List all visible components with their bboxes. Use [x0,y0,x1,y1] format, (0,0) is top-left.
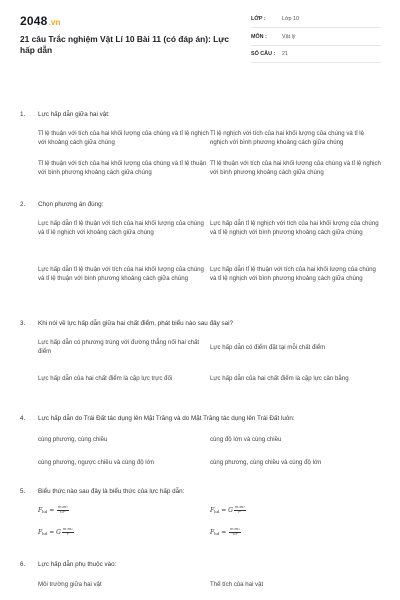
fraction: $\frac{\text{m₁m₂}}{r}$ [62,527,73,536]
answer-option[interactable]: Lực hấp dẫn tỉ lệ thuận với tích của hai khối lượng của chúng và tỉ lệ nghịch với khoảng cách giữa chúng [38,220,204,237]
meta-row-subject [251,32,381,46]
meta-row-grade [251,14,381,28]
question-text: Lực hấp dẫn phụ thuộc vào: [38,561,117,568]
meta-value: 21 [282,51,288,57]
answer-option[interactable]: cùng độ lớn và cùng chiều [210,436,282,443]
question-text: Lực hấp dẫn do Trái Đất tác dụng lên Mặt Trăng và do Mặt Trăng tác dụng lên Trái Đất luôn: [38,415,295,422]
answer-option[interactable]: cùng phương, cùng chiều [38,436,108,443]
site-logo[interactable] [20,14,61,28]
answer-option[interactable]: Lực hấp dẫn tỉ lệ thuận với tích của hai khối lượng của chúng và tỉ lệ nghịch với bình phương khoảng cách giữa chúng [210,266,376,283]
formula-option-3[interactable]: $F_{hd} = G$ $\frac{\text{m₁m₂}}{r}$ [38,527,73,536]
answer-option[interactable]: Tỉ lệ thuận với tích của hai khối lượng của chúng và tỉ lệ nghịch với khoảng cách giữa chúng [38,130,209,147]
answer-option[interactable]: Tỉ lệ thuận với tích của hai khối lượng của chúng và tỉ lệ nghịch với bình phương khoảng cách giữa chúng [210,160,381,177]
meta-value: Lớp 10 [282,16,300,22]
formula-option-4[interactable]: $F_{hd}$ = $\frac{\text{m₁m₂}}{Gr}$ [210,527,240,536]
page-header [0,0,400,70]
formula-option-2[interactable]: $F_{hd} = G$ $\frac{\text{m₁m₂}}{\text{r²}}$ [210,505,245,514]
meta-label: MÔN : [251,33,267,40]
answer-option[interactable]: cùng phương, cùng chiều và cùng độ lớn [210,459,322,466]
question-number: 2. [20,201,26,208]
meta-panel [251,14,381,67]
answer-option[interactable]: Lực hấp dẫn có điểm đặt tại mỗi chất điểm [210,344,326,351]
question-text: Biểu thức nào sau đây là biểu thức của lực hấp dẫn: [38,488,185,495]
fraction: $\frac{\text{m₁m₂}}{\text{r²}}$ [234,505,245,514]
question-number: 1. [20,111,26,118]
answer-option[interactable]: Tỉ lệ nghịch với tích của hai khối lượng của chúng và tỉ lệ nghịch với bình phương khoảng cách giữa chúng [210,130,365,147]
meta-row-count [251,49,381,63]
answer-option[interactable]: Tỉ lệ thuận với tích của hai khối lượng của chúng và tỉ lệ thuận với bình phương khoảng cách giữa chúng [38,160,207,177]
meta-value: Vật lý [282,33,296,40]
fraction: $\frac{\text{m₁m₂}}{\text{Gr²}}$ [58,505,68,514]
answer-option[interactable]: Lực hấp dẫn có phương trùng với đường thẳng nối hai chất điểm [38,339,200,356]
question-number: 4. [20,415,26,422]
question-text: Chọn phương án đúng: [38,201,104,208]
question-number: 3. [20,320,26,327]
question-number: 6. [20,561,26,568]
logo-main: 2048 [20,14,48,28]
answer-option[interactable]: Lực hấp dẫn tỉ lệ thuận với tích của hai khối lượng của chúng và tỉ lệ thuận với bình phương khoảng cách giữa chúng [38,266,204,283]
meta-label: SỐ CÂU : [251,51,276,57]
answer-option[interactable]: Thể tích của hai vật [210,581,264,588]
answer-option[interactable]: Lực hấp dẫn của hai chất điểm là cặp lực cân bằng [210,375,349,382]
question-text: Khi nói về lực hấp dẫn giữa hai chất điểm, phát biểu nào sau đây sai? [38,320,234,327]
answer-option[interactable]: Lực hấp dẫn của hai chất điểm là cặp lực trực đối [38,375,173,382]
answer-option[interactable]: Lực hấp dẫn tỉ lệ nghịch với tích của hai khối lượng của chúng và tỉ lệ nghịch với bình phương khoảng cách giữa chúng [210,220,379,237]
question-text: Lực hấp dẫn giữa hai vật: [38,111,110,118]
answer-option[interactable]: Môi trường giữa hai vật [38,581,102,588]
formula-option-1[interactable]: $F_{hd}$ = $\frac{\text{m₁m₂}}{\text{Gr²}}$ [38,505,68,514]
meta-label: LỚP : [251,16,266,22]
logo-suffix: .vn [48,18,61,27]
question-number: 5. [20,488,26,495]
answer-option[interactable]: cùng phương, ngược chiều và cùng độ lớn [38,459,155,466]
fraction: $\frac{\text{m₁m₂}}{Gr}$ [230,527,240,536]
page-title: 21 câu Trắc nghiệm Vật Lí 10 Bài 11 (có đáp án): Lực hấp dẫn [20,34,229,55]
